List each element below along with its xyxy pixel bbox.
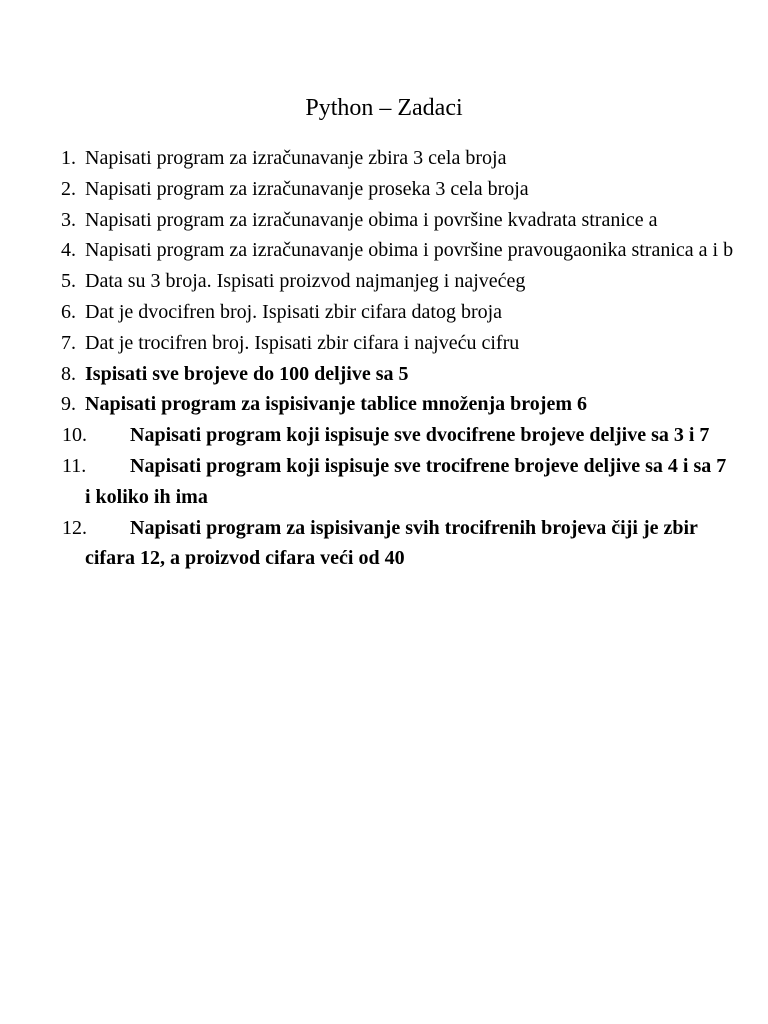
list-item [0,143,735,174]
item-text: Napisati program za izračunavanje obima i površine pravougaonika stranica a i b [85,239,734,262]
item-number: 7. [61,331,76,354]
item-number: 3. [61,208,76,231]
list-item [0,266,735,297]
item-number: 9. [61,393,76,416]
list-item [0,328,735,359]
task-list [0,143,768,574]
item-number: 12. [62,516,87,539]
list-item [0,174,735,205]
list-item [0,297,735,328]
item-text: Napisati program za izračunavanje proseka 3 cela broja [85,177,529,200]
item-number: 5. [61,270,76,293]
item-text: Napisati program za ispisivanje tablice množenja brojem 6 [85,393,588,416]
item-text: Napisati program za izračunavanje zbira 3 cela broja [85,147,507,169]
item-number: 11. [62,454,87,477]
item-text: Napisati program za izračunavanje obima i površine kvadrata stranice a [85,208,658,231]
document-title: Python – Zadaci [305,95,463,121]
item-text: Ispisati sve brojeve do 100 deljive sa 5 [85,362,409,385]
item-text: Napisati program koji ispisuje sve trocifrene brojeve deljive sa 4 i sa 7 i koliko ih ima [85,454,727,508]
item-number: 4. [61,239,76,262]
item-number: 8. [61,362,76,385]
list-item [0,205,735,236]
list-item [0,513,735,575]
item-text: Napisati program za ispisivanje svih trocifrenih brojeva čiji je zbir cifara 12, a proizvod cifara veći od 40 [85,516,698,570]
item-number: 6. [61,300,76,323]
item-text: Napisati program koji ispisuje sve dvocifrene brojeve deljive sa 3 i 7 [130,424,710,447]
item-text: Data su 3 broja. Ispisati proizvod najmanjeg i najvećeg [85,270,526,293]
item-text: Dat je trocifren broj. Ispisati zbir cifara i najveću cifru [85,331,520,354]
item-number: 10. [62,424,87,447]
item-number: 1. [61,147,76,169]
list-item [0,359,735,390]
list-item [0,389,735,420]
list-item [0,235,735,266]
item-number: 2. [61,177,76,200]
list-item [0,451,735,513]
list-item [0,420,735,451]
item-text: Dat je dvocifren broj. Ispisati zbir cifara datog broja [85,300,503,323]
